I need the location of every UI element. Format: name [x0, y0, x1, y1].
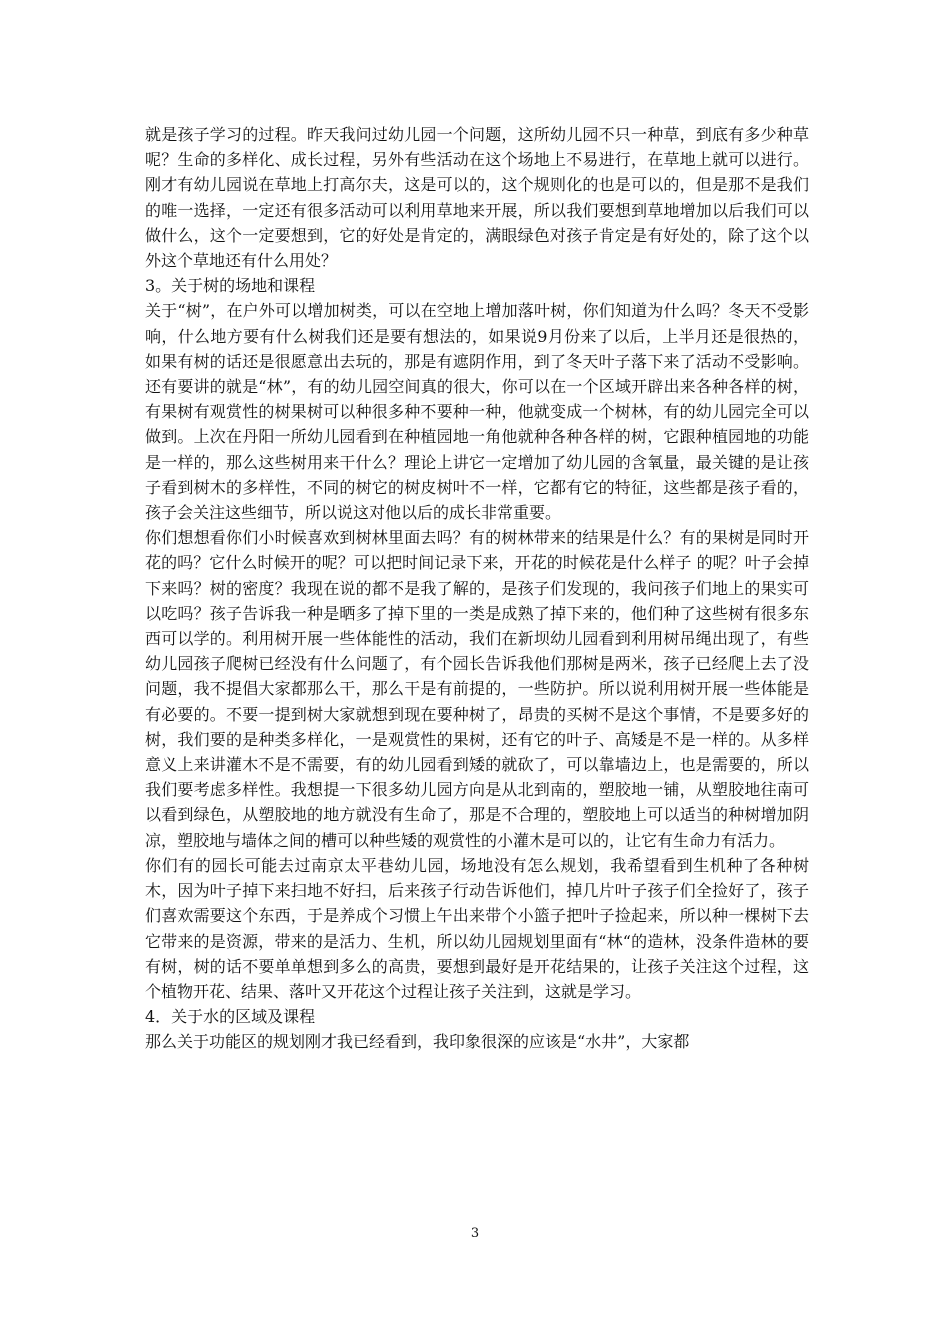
paragraph-water-intro: 那么关于功能区的规划刚才我已经看到，我印象很深的应该是“水井”，大家都	[145, 1032, 690, 1052]
paragraph-trees-childhood: 你们想想看你们小时候喜欢到树林里面去吗？有的树林带来的结果是什么？有的果树是同时开花的吗？它什么时候开的呢？可以把时间记录下来，开花的时候花是什么样子 的呢？叶子会掉下来吗？树的密度？我现在说的都不是我了解的，是孩子们发现的，我问孩子们地上的果实可以吃吗？孩子告诉我一种是晒多了掉下里的一类是成熟了掉下来的，他们种了这些树有很多东西可以学的。利用树开展一些体能性的活动，我们在新坝幼儿园看到利用树吊绳出现了，有些幼儿园孩子爬树已经没有什么问题了，有个园长告诉我他们那树是两米，孩子已经爬上去了没问题，我不提倡大家都那么干，那么干是有前提的，一些防护。所以说利用树开展一些体能是有必要的。不要一提到树大家就想到现在要种树了，昂贵的买树不是这个事情，不是要多好的树，我们要的是种类多样化，一是观赏性的果树，还有它的叶子、高矮是不是一样的。从多样意义上来讲灌木不是不需要，有的幼儿园看到矮的就砍了，可以靠墙边上，也是需要的，所以我们要考虑多样性。我想提一下很多幼儿园方向是从北到南的，塑胶地一铺，从塑胶地往南可以看到绿色，从塑胶地的地方就没有生命了，那是不合理的，塑胶地上可以适当的种树增加阴凉，塑胶地与墙体之间的槽可以种些矮的观赏性的小灌木是可以的，让它有生命力有活力。	[145, 528, 809, 850]
paragraph-trees-intro: 关于“树”，在户外可以增加树类，可以在空地上增加落叶树，你们知道为什么吗？冬天不受影响，什么地方要有什么树我们还是要有想法的，如果说9月份来了以后，上半月还是很热的，如果有树的话还是很愿意出去玩的，那是有遮阴作用，到了冬天叶子落下来了活动不受影响。还有要讲的就是“林”，有的幼儿园空间真的很大，你可以在一个区域开辟出来各种各样的树，有果树有观赏性的树果树可以种很多种不要种一种，他就变成一个树林，有的幼儿园完全可以做到。上次在丹阳一所幼儿园看到在种植园地一角他就种各种各样的树，它跟种植园地的功能是一样的，那么这些树用来干什么？理论上讲它一定增加了幼儿园的含氧量，最关键的是让孩子看到树木的多样性，不同的树它的树皮树叶不一样，它都有它的特征，这些都是孩子看的，孩子会关注这些细节，所以说这对他以后的成长非常重要。	[145, 301, 809, 523]
paragraph-trees-nanjing: 你们有的园长可能去过南京太平巷幼儿园，场地没有怎么规划，我希望看到生机种了各种树木，因为叶子掉下来扫地不好扫，后来孩子行动告诉他们，掉几片叶子孩子们全捡好了，孩子们喜欢需要这个东西，于是养成个习惯上午出来带个小篮子把叶子捡起来，所以种一棵树下去它带来的是资源，带来的是活力、生机，所以幼儿园规划里面有“林“的造林，没条件造林的要有树，树的话不要单单想到多么的高贵，要想到最好是开花结果的，让孩子关注这个过程，这个植物开花、结果、落叶又开花这个过程让孩子关注到，这就是学习。	[145, 855, 809, 1001]
document-body	[145, 122, 809, 1055]
paragraph-grass-continued: 就是孩子学习的过程。昨天我问过幼儿园一个问题，这所幼儿园不只一种草，到底有多少种草呢？生命的多样化、成长过程，另外有些活动在这个场地上不易进行，在草地上就可以进行。刚才有幼儿园说在草地上打高尔夫，这是可以的，这个规则化的也是可以的，但是那不是我们的唯一选择，一定还有很多活动可以利用草地来开展，所以我们要想到草地增加以后我们可以做什么，这个一定要想到，它的好处是肯定的，满眼绿色对孩子肯定是有好处的，除了这个以外这个草地还有什么用处？	[145, 125, 809, 271]
page-number: 3	[470, 1226, 480, 1241]
section-heading-trees: 3。关于树的场地和课程	[145, 276, 316, 296]
section-heading-water: 4．关于水的区域及课程	[145, 1007, 316, 1027]
